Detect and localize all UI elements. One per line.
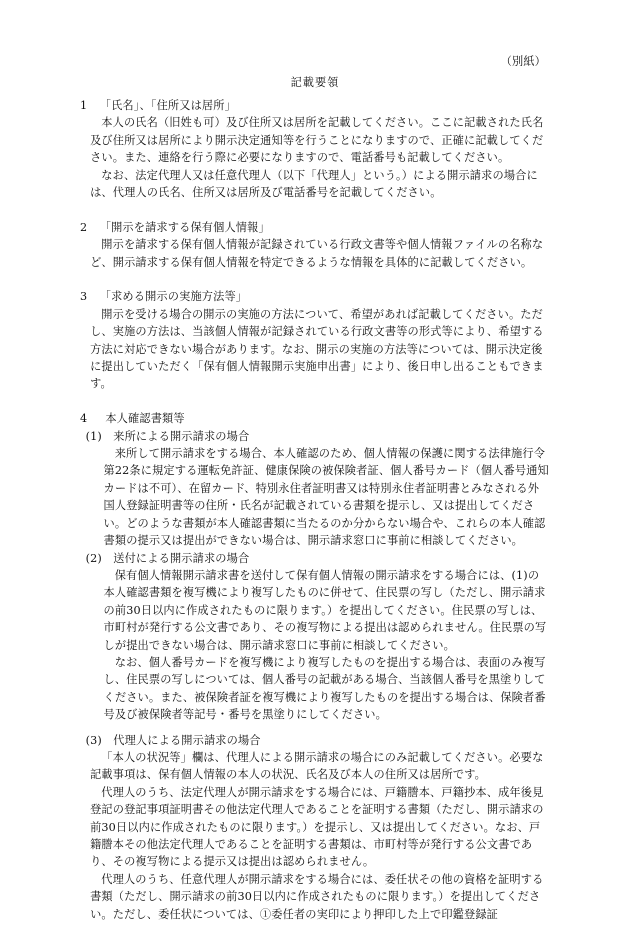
section-title: 「氏名」、「住所又は居所」 [105, 99, 236, 112]
subsection-heading [80, 550, 550, 567]
subsection-title: 送付による開示請求の場合 [113, 551, 250, 565]
document-title: 記載要領 [290, 76, 340, 89]
section-heading [80, 410, 550, 427]
subsection-title: 代理人による開示請求の場合 [113, 733, 261, 747]
section-2 [80, 219, 550, 271]
subsection-3 [80, 732, 550, 923]
paragraph: なお、個人番号カードを複写機により複写したものを提出する場合は、表面のみ複写し、住民票の写しについては、個人番号の記載がある場合、当該個人番号を黒塗りしてください。また、被保険者証を複写機により複写したものを提出する場合は、保険者番号及び被保険者等記号・番号を黒塗りにしてください。 [103, 655, 546, 722]
section-number: 4 [80, 412, 88, 426]
attachment-note: （別紙） [500, 55, 546, 68]
document-body [80, 97, 550, 940]
section-title: 「求める開示の実施方法等」 [105, 290, 248, 304]
paragraph: 「本人の状況等」欄は、代理人による開示請求の場合にのみ記載してください。必要な記載事項は、保有個人情報の本人の状況、氏名及び本人の住所又は居所です。 [90, 750, 544, 782]
subsection-label: (1) [85, 429, 102, 443]
paragraph: なお、法定代理人又は任意代理人（以下「代理人」という。）による開示請求の場合には、代理人の氏名、住所又は居所及び電話番号を記載してください。 [90, 168, 538, 200]
section-3 [80, 288, 550, 392]
subsection-2 [80, 550, 550, 724]
paragraph: 開示を請求する保有個人情報が記録されている行政文書等や個人情報ファイルの名称など、開示請求する保有個人情報を特定できるような情報を具体的に記載してください。 [90, 238, 544, 269]
section-number: 3 [80, 290, 88, 304]
paragraph: 本人の氏名（旧姓も可）及び住所又は居所を記載してください。ここに記載された氏名及び住所又は居所により開示決定通知等を行うことになりますので、正確に記載してください。また、連絡を行う際に必要になりますので、電話番号も記載してください。 [90, 116, 544, 165]
section-title: 「開示を請求する保有個人情報」 [105, 220, 270, 234]
section-heading [80, 97, 550, 114]
subsection-heading [80, 732, 550, 749]
paragraph: 代理人のうち、法定代理人が開示請求をする場合には、戸籍謄本、戸籍抄本、成年後見登記の登記事項証明書その他法定代理人であることを証明する書類（ただし、開示請求の前30日以内に作成されたものに限ります。）を提示し、又は提出してください。なお、戸籍謄本その他法定代理人であることを証明する書類は、市町村等が発行する公文書であり、その複写物による提示又は提出は認められません。 [90, 785, 544, 869]
section-heading [80, 288, 550, 305]
subsection-label: (2) [85, 551, 102, 565]
section-1 [80, 97, 550, 201]
subsection-title: 来所による開示請求の場合 [113, 429, 250, 443]
paragraph: 代理人のうち、任意代理人が開示請求をする場合には、委任状その他の資格を証明する書類（ただし、開示請求の前30日以内に作成されたものに限ります。）を提出してください。ただし、委任状については、①委任者の実印により押印した上で印鑑登録証 [90, 872, 544, 921]
subsection-1 [80, 428, 550, 550]
section-4 [80, 410, 550, 923]
section-title: 本人確認書類等 [105, 412, 185, 426]
paragraph: 保有個人情報開示請求書を送付して保有個人情報の開示請求をする場合には、(1)の本人確認書類を複写機により複写したものに併せて、住民票の写し（ただし、開示請求の前30日以内に作成されたものに限ります。）を提出してください。住民票の写しは、市町村が発行する公文書であり、その複写物による提出は認められません。住民票の写しが提出できない場合は、開示請求窓口に事前に相談してください。 [103, 568, 547, 652]
paragraph: 開示を受ける場合の開示の実施の方法について、希望があれば記載してください。ただし、実施の方法は、当該個人情報が記録されている行政文書等の形式等により、希望する方法に対応できない場合があります。なお、開示の実施の方法等については、開示決定後に提出していただく「保有個人情報開示実施申出書」により、後日申し出ることもできます。 [90, 307, 544, 391]
subsection-label: (3) [85, 733, 102, 747]
section-number: 2 [80, 220, 88, 234]
section-heading [80, 219, 550, 236]
section-number: 1 [80, 99, 88, 112]
subsection-heading [80, 428, 550, 445]
paragraph: 来所して開示請求をする場合、本人確認のため、個人情報の保護に関する法律施行令第22条に規定する運転免許証、健康保険の被保険者証、個人番号カード（個人番号通知カードは不可）、在留カード、特別永住者証明書又は特別永住者証明書とみなされる外国人登録証明書等の住所・氏名が記載されている書類を提示し、又は提出してください。どのような書類が本人確認書類に当たるのか分からない場合や、これらの本人確認書類の提示又は提出ができない場合は、開示請求窓口に事前に相談してください。 [103, 447, 549, 548]
